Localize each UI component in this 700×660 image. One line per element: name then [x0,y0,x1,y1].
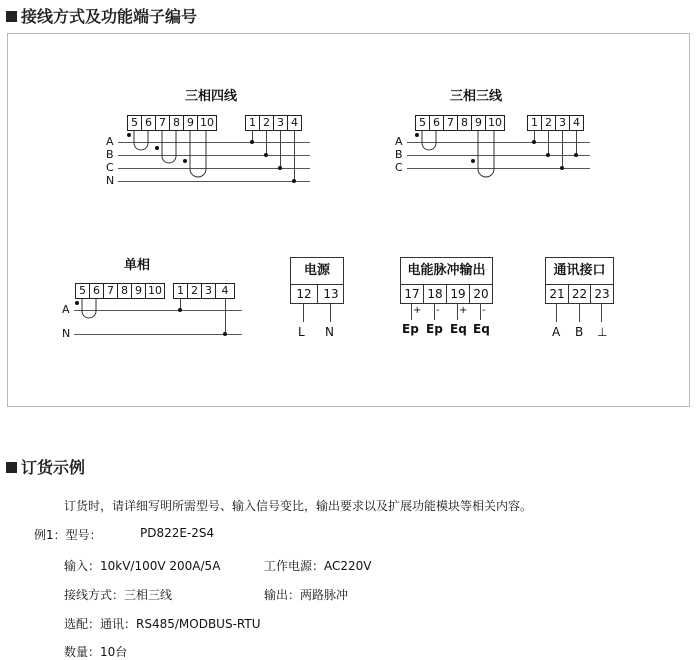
order-model: PD822E-2S4 [140,526,215,540]
terminal: 7 [443,115,458,131]
terminal-label: A [552,325,561,339]
order-output: 输出：两路脉冲 [264,588,349,602]
polarity-sign: + [413,305,422,316]
pulse-output-block [400,257,493,304]
terminal-label: Ep [402,322,419,336]
terminal: 2 [541,115,556,131]
terminal: 6 [89,283,104,299]
lead-line [480,304,481,320]
comm-port-block [545,257,614,304]
terminal: 4 [215,283,235,299]
terminal-label: Eq [473,322,490,336]
terminal-label: B [575,325,584,339]
terminal: 5 [415,115,430,131]
terminal: 12 [291,284,318,304]
terminal: 3 [555,115,570,131]
terminal: 2 [187,283,202,299]
terminal: 8 [457,115,472,131]
terminal-label: Ep [426,322,443,336]
phase-label: B [395,148,403,161]
diagram-title: 单相 [124,258,151,273]
ct-loop [422,131,436,150]
terminal: 18 [424,284,447,304]
terminal: 21 [546,284,569,304]
order-wiring: 接线方式：三相三线 [64,588,173,602]
terminal-label: N [325,325,334,339]
terminal-label: Eq [450,322,467,336]
ct-loop [134,131,148,150]
terminal: 8 [117,283,132,299]
phase-label: B [106,148,114,161]
ct-loop [162,131,176,163]
terminal: 5 [127,115,142,131]
terminal: 10 [197,115,217,131]
block-title: 电能脉冲输出 [401,258,492,285]
phase-label: C [395,161,403,174]
diagram-title: 三相四线 [185,89,238,104]
section-heading-wiring: 接线方式及功能端子编号 [6,4,197,27]
section-heading-order: 订货示例 [6,455,85,478]
terminal: 6 [141,115,156,131]
terminal: 10 [485,115,505,131]
terminal: 6 [429,115,444,131]
terminal-label: L [298,325,305,339]
order-input: 输入：10kV/100V 200A/5A [64,559,221,573]
lead-line [434,304,435,320]
ground-label: ⊥ [597,325,608,339]
terminal: 7 [155,115,170,131]
order-intro: 订货时，请详细写明所需型号、输入信号变比，输出要求以及扩展功能模块等相关内容。 [64,499,533,513]
phase-label: A [395,135,403,148]
block-title: 电源 [291,258,343,285]
phase-label: A [62,303,70,316]
lead-line [330,304,331,322]
terminal: 1 [527,115,542,131]
polarity-sign: + [459,305,468,316]
terminal: 3 [273,115,288,131]
terminal: 23 [594,287,610,301]
diagram-title: 三相三线 [450,89,503,104]
terminal: 5 [75,283,90,299]
terminal: 17 [401,284,424,304]
lead-line [457,304,458,320]
order-quantity: 数量：10台 [64,645,128,659]
polarity-sign: - [436,305,440,316]
terminal: 4 [287,115,302,131]
terminal: 2 [259,115,274,131]
lead-line [556,304,557,322]
lead-line [303,304,304,322]
ct-loop [478,131,494,177]
phase-label: N [62,327,71,340]
ct-loop [190,131,206,177]
phase-label: A [106,135,114,148]
terminal: 19 [447,284,470,304]
terminal: 9 [131,283,146,299]
power-supply-block [290,257,344,304]
terminal: 3 [201,283,216,299]
terminal: 1 [173,283,188,299]
terminal: 1 [245,115,260,131]
terminal: 22 [569,284,591,304]
lead-line [601,304,602,322]
lead-line [411,304,412,320]
terminal: 7 [103,283,118,299]
terminal: 9 [471,115,486,131]
phase-label: C [106,161,114,174]
terminal: 4 [569,115,584,131]
terminal: 8 [169,115,184,131]
phase-label: N [106,174,115,187]
ct-loop [82,299,96,318]
polarity-sign: - [482,305,486,316]
square-bullet-icon [6,462,17,473]
block-title: 通讯接口 [546,258,613,285]
order-example-label: 例1：型号： [34,528,102,542]
terminal: 9 [183,115,198,131]
terminal: 13 [323,287,339,301]
order-option: 选配：通讯：RS485/MODBUS-RTU [64,617,261,631]
lead-line [579,304,580,322]
terminal: 20 [473,287,489,301]
order-power: 工作电源：AC220V [264,559,372,573]
terminal: 10 [145,283,165,299]
